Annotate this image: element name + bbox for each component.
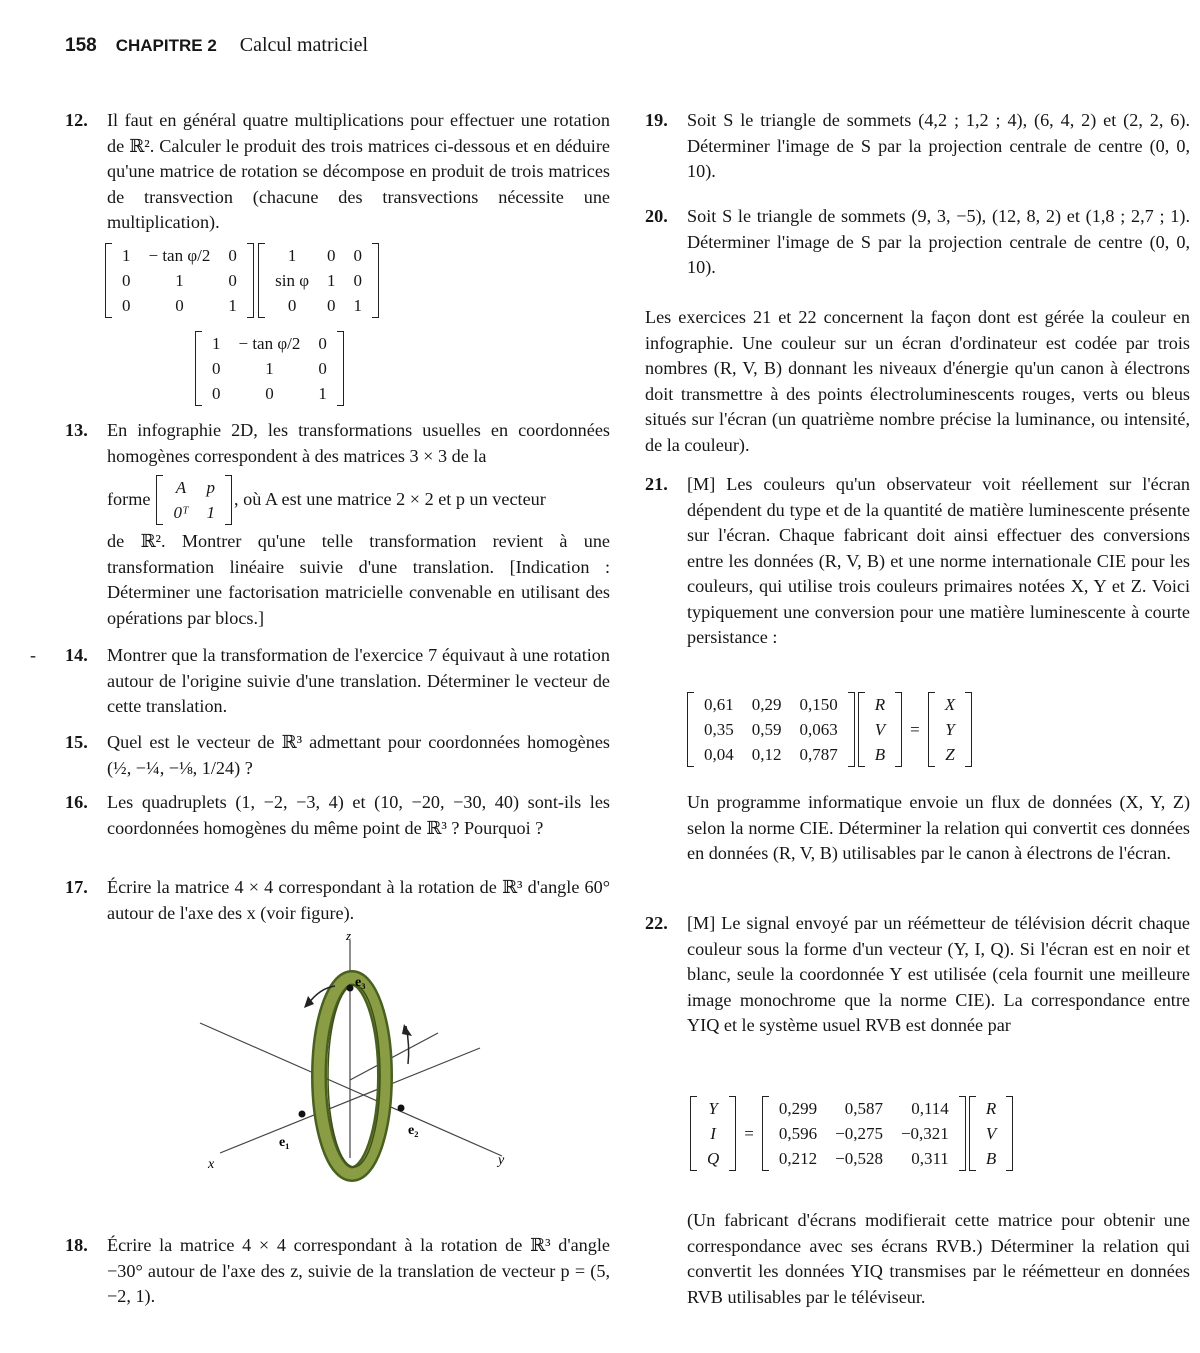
matrix-cell: 0 [327, 246, 336, 265]
matrix-cell: 0 [287, 296, 297, 315]
exercise-21-cont [645, 790, 1190, 867]
e2-label: e₂ [408, 1123, 419, 1138]
matrix-row [695, 742, 847, 767]
exercise-form-line [107, 475, 610, 525]
matrix-row [866, 742, 894, 767]
exercise-18 [65, 1233, 610, 1310]
margin-mark: - [30, 645, 36, 665]
matrix-cell: Q [707, 1149, 720, 1168]
matrix-cell: V [874, 720, 886, 739]
matrix-cell: 0 [353, 271, 363, 290]
rvb-vector-22 [969, 1096, 1013, 1171]
matrix-row [977, 1096, 1005, 1121]
exercise-16 [65, 790, 610, 841]
matrix-row [770, 1121, 958, 1146]
exercise-text: Soit S le triangle de sommets (9, 3, −5), (12, 8, 2) et (1,8 ; 2,7 ; 1). Déterminer l'image de S par la projection centrale de centre (0, 0, 10). [687, 206, 1190, 277]
transvection-matrix-2 [258, 243, 379, 318]
page-header [65, 34, 368, 57]
rvb-vector [858, 692, 902, 767]
exercise-number: 13. [65, 420, 88, 440]
matrix-row [936, 717, 964, 742]
e1-label: e₁ [279, 1135, 290, 1150]
exercise-text: Montrer que la transformation de l'exercice 7 équivaut à une rotation autour de l'origine suivie d'une translation. Déterminer le vecteur de cette translation. [107, 645, 610, 716]
y-label: y [498, 1153, 505, 1168]
exercise-text: Quel est le vecteur de ℝ³ admettant pour coordonnées homogènes (½, −¼, −⅛, 1/24) ? [107, 732, 610, 778]
matrix-cell: 0 [212, 359, 221, 378]
matrix-row [203, 331, 336, 356]
exercise-12 [65, 108, 610, 236]
equals-sign: = [744, 1123, 754, 1143]
rotation-diagram [180, 928, 540, 1193]
e3-point [347, 985, 354, 992]
matrix-row [203, 381, 336, 406]
matrix-row [164, 475, 224, 500]
exercise-number: 16. [65, 792, 88, 812]
matrix-row [770, 1146, 958, 1171]
exercise-number: 18. [65, 1235, 88, 1255]
matrix-cell: 0,150 [799, 695, 838, 714]
exercise-number: 14. [65, 645, 88, 665]
matrix-cell: 0 [353, 246, 363, 265]
exercise-text: [M] Le signal envoyé par un réémetteur de télévision décrit chaque couleur sous la forme d'un vecteur (Y, I, Q). Si l'écran est en noir et blanc, seule la coordonnée Y est utilisée (cela fournit une meilleure image monochrome que la norme CIE). La correspondance entre YIQ et le système usuel RVB est donnée par [687, 913, 1190, 1035]
matrix-row [977, 1146, 1005, 1171]
exercise-text: Écrire la matrice 4 × 4 correspondant à la rotation de ℝ³ d'angle 60° autour de l'axe des x (voir figure). [107, 877, 610, 923]
matrix-cell: 1 [353, 296, 363, 315]
matrix-cell: 0 [318, 334, 327, 353]
chapter-label: CHAPITRE 2 [115, 36, 217, 55]
matrix-row [770, 1096, 958, 1121]
matrix-cell: 0,299 [778, 1099, 818, 1118]
z-label: z [346, 928, 352, 943]
matrix-cell: 0 [327, 296, 336, 315]
matrix-row [113, 268, 246, 293]
exercise-number: 22. [645, 913, 668, 933]
matrix-cell: 0 [228, 246, 237, 265]
transvection-matrix-3-wrap [195, 331, 344, 406]
matrix-row [936, 692, 964, 717]
matrix-row [866, 717, 894, 742]
matrix-cell: B [985, 1149, 997, 1168]
yiq-vector [690, 1096, 736, 1171]
rotation-figure [180, 928, 540, 1201]
matrix-row [866, 692, 894, 717]
yiq-equation [690, 1096, 1013, 1171]
matrix-cell: I [710, 1124, 716, 1143]
matrix-row [936, 742, 964, 767]
matrix-cell: 0,59 [751, 720, 782, 739]
exercise-text: Les quadruplets (1, −2, −3, 4) et (10, −20, −30, 40) sont-ils les coordonnées homogènes du même point de ℝ³ ? Pourquoi ? [107, 792, 610, 838]
matrix-cell: R [985, 1099, 997, 1118]
matrix-cell: 1 [122, 246, 131, 265]
matrix-cell: p [206, 478, 216, 497]
exercise-number: 15. [65, 732, 88, 752]
matrix-row [266, 268, 371, 293]
matrix-cell: 0,12 [751, 745, 782, 764]
form-label: forme [107, 489, 151, 510]
e1-point [299, 1111, 306, 1118]
matrix-cell: −0,528 [835, 1149, 883, 1168]
exercise-text-3: de ℝ². Montrer qu'une telle transformation revient à une transformation linéaire suivie d'une translation. [Indication : Déterminer une factorisation matricielle convenable en utilisant des opérations par blocs.] [107, 531, 610, 628]
matrix-cell: Z [945, 745, 955, 764]
exercise-number: 12. [65, 110, 88, 130]
matrix-cell: 1 [175, 271, 184, 290]
exercise-19 [645, 108, 1190, 185]
matrix-cell: B [874, 745, 886, 764]
matrix-cell: 1 [265, 359, 274, 378]
matrix-row [698, 1096, 728, 1121]
matrix-row [695, 717, 847, 742]
matrix-cell: 1 [228, 296, 237, 315]
exercise-number: 21. [645, 474, 668, 494]
matrix-cell: 0,212 [778, 1149, 818, 1168]
exercise-text: [M] Les couleurs qu'un observateur voit réellement sur l'écran dépendent du type et de la quantité de matière luminescente présente sur l'écran. Chaque fabricant doit ainsi effectuer des conversions entre les données (R, V, B) et une norme internationale CIE pour les couleurs, qui utilise trois couleurs primaires notées X, Y et Z. Voici typiquement une conversion pour une matière luminescente à courte persistance : [687, 474, 1190, 647]
exercise-text: Écrire la matrice 4 × 4 correspondant à la rotation de ℝ³ d'angle −30° autour de l'axe des z, suivie de la translation de vecteur p = (5, −2, 1). [107, 1235, 610, 1306]
exercise-17 [65, 875, 610, 926]
matrix-row [698, 1146, 728, 1171]
exercise-20 [645, 204, 1190, 281]
matrix-cell: A [175, 478, 187, 497]
matrix-cell: 1 [206, 503, 216, 522]
matrix-cell: 0ᵀ [173, 503, 189, 522]
matrix-cell: 0,29 [751, 695, 782, 714]
exercise-number: 20. [645, 206, 668, 226]
e3-label: e₃ [355, 975, 366, 990]
matrix-cell: 0 [122, 271, 131, 290]
matrix-cell: 0,35 [704, 720, 734, 739]
matrix-cell: − tan φ/2 [148, 246, 211, 265]
cie-equation [687, 692, 972, 767]
matrix-row [698, 1121, 728, 1146]
matrix-row [977, 1121, 1005, 1146]
matrix-cell: 0 [175, 296, 184, 315]
arrowhead-right-icon [402, 1024, 412, 1036]
matrix-cell: sin φ [275, 271, 310, 290]
exercise-14 [65, 643, 610, 720]
exercise-text-1: En infographie 2D, les transformations usuelles en coordonnées homogènes correspondent à des matrices 3 × 3 de la [107, 420, 610, 466]
ring-diameter [350, 1033, 438, 1080]
matrix-cell: 0 [212, 384, 221, 403]
matrix-cell: 0,596 [778, 1124, 818, 1143]
matrix-row [203, 356, 336, 381]
matrix-cell: 0 [318, 359, 327, 378]
equals-sign: = [910, 719, 920, 739]
exercise-number: 17. [65, 877, 88, 897]
y-axis [200, 1023, 502, 1156]
matrix-cell: 0,311 [911, 1149, 949, 1168]
exercise-text: Soit S le triangle de sommets (4,2 ; 1,2 ; 4), (6, 4, 2) et (2, 2, 6). Déterminer l'image de S par la projection centrale de centre (0, 0, 10). [687, 110, 1190, 181]
yiq-matrix [762, 1096, 966, 1171]
transvection-matrix-1 [105, 243, 254, 318]
matrix-cell: 0,04 [704, 745, 734, 764]
matrix-cell: 0,114 [911, 1099, 949, 1118]
matrix-row [266, 293, 371, 318]
matrix-cell: 0,61 [704, 695, 734, 714]
matrix-cell: 0,587 [844, 1099, 883, 1118]
x-label: x [208, 1157, 215, 1172]
matrix-cell: − tan φ/2 [238, 334, 301, 353]
matrix-cell: 0 [228, 271, 237, 290]
exercise-number: 19. [645, 110, 668, 130]
matrix-row [695, 692, 847, 717]
exercise-text-2: Un programme informatique envoie un flux de données (X, Y, Z) selon la norme CIE. Déterminer la relation qui convertit ces données en données (R, V, B) utilisables par le canon à électrons de l'écran. [687, 792, 1190, 863]
matrix-product-12 [105, 243, 379, 318]
xyz-vector [928, 692, 972, 767]
matrix-cell: V [985, 1124, 997, 1143]
exercise-15 [65, 730, 610, 781]
matrix-cell: Y [945, 720, 955, 739]
matrix-cell: 0,787 [799, 745, 838, 764]
matrix-row [266, 243, 371, 268]
matrix-cell: 0,063 [799, 720, 838, 739]
matrix-cell: 1 [287, 246, 297, 265]
matrix-cell: 1 [327, 271, 336, 290]
exercise-22 [645, 911, 1190, 1039]
ring-band [319, 978, 385, 1174]
chapter-title: Calcul matriciel [239, 34, 369, 56]
matrix-cell: 0 [122, 296, 131, 315]
matrix-cell: X [944, 695, 956, 714]
matrix-cell: 1 [212, 334, 221, 353]
exercise-text: Il faut en général quatre multiplications pour effectuer une rotation de ℝ². Calculer le produit des trois matrices ci-dessous et en déduire qu'une matrice de rotation se décompose en produit de trois matrices de transvection (chacune des transvections nécessite une multiplication). [107, 110, 610, 232]
matrix-cell: 0 [265, 384, 274, 403]
color-intro-paragraph: Les exercices 21 et 22 concernent la façon dont est gérée la couleur en infographie. Une couleur sur un écran d'ordinateur est codée par trois nombres (R, V, B) donnant les niveaux d'énergie qu'un canon à électrons doit transmettre à des points électroluminescents rouges, verts ou bleus situés sur l'écran (un quatrième nombre précise la luminance, ou intensité, de la couleur). [645, 307, 1190, 455]
exercise-text-2: (Un fabricant d'écrans modifierait cette matrice pour obtenir une correspondance avec ses écrans RVB.) Déterminer la relation qui convertit les données YIQ transmises par le réémetteur en données RVB utilisables par le téléviseur. [687, 1210, 1190, 1307]
e2-point [398, 1105, 405, 1112]
cie-matrix [687, 692, 855, 767]
matrix-cell: −0,275 [835, 1124, 883, 1143]
block-matrix [156, 475, 232, 525]
exercise-text-2: , où A est une matrice 2 × 2 et p un vecteur [234, 489, 546, 510]
transvection-matrix-3 [195, 331, 344, 406]
matrix-cell: Y [708, 1099, 718, 1118]
page-number: 158 [65, 35, 97, 56]
ring-inner-edge [328, 985, 380, 1167]
exercise-21 [645, 472, 1190, 651]
matrix-cell: R [874, 695, 886, 714]
exercise-22-cont [645, 1208, 1190, 1310]
matrix-row [164, 500, 224, 525]
matrix-cell: 1 [318, 384, 327, 403]
exercise-13 [65, 418, 610, 631]
matrix-cell: −0,321 [900, 1124, 949, 1143]
matrix-row [113, 243, 246, 268]
matrix-row [113, 293, 246, 318]
